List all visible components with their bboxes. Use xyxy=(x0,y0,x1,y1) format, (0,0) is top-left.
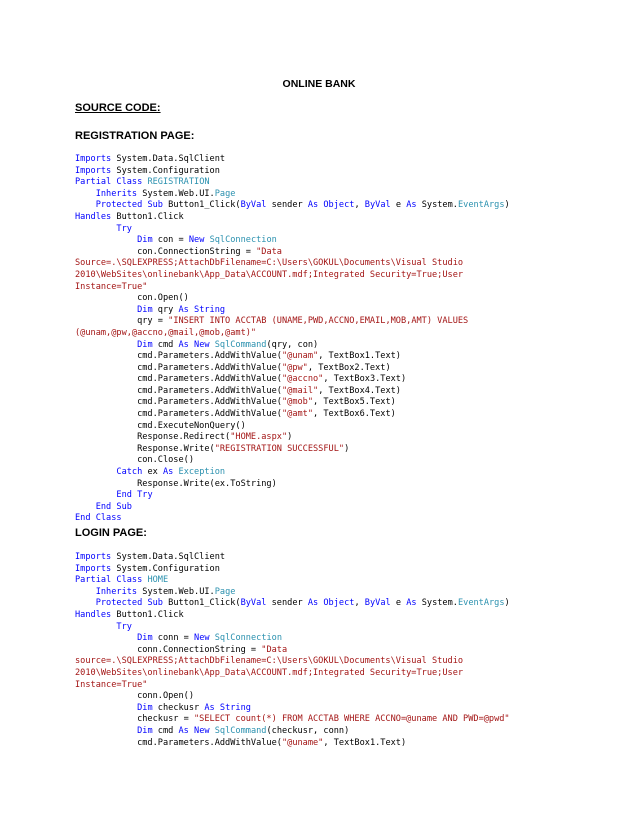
code-token: Catch xyxy=(116,467,143,478)
code-token: sender xyxy=(266,200,308,211)
code-line xyxy=(75,564,510,576)
code-token: , xyxy=(354,200,365,211)
code-token xyxy=(75,633,137,643)
code-token: sender xyxy=(266,598,308,609)
code-token: Imports xyxy=(75,165,112,176)
code-token: e xyxy=(390,598,407,609)
code-token: "@accno" xyxy=(281,374,324,385)
code-line xyxy=(75,479,510,491)
code-line xyxy=(75,328,510,340)
code-token: Instance=True" xyxy=(75,679,148,690)
code-token xyxy=(75,340,137,350)
code-line xyxy=(75,166,510,178)
code-token: Handles xyxy=(75,609,112,620)
code-line xyxy=(75,691,510,703)
code-line xyxy=(75,374,510,386)
code-token: Source=.\SQLEXPRESS;AttachDbFilename=C:\Users\GOKUL\Documents\Visual Studio xyxy=(75,258,464,269)
code-token: "@unam" xyxy=(281,351,319,362)
code-token: , TextBox4.Text) xyxy=(318,385,401,396)
code-token: , TextBox6.Text) xyxy=(313,409,396,420)
code-token: cmd.Parameters.AddWithValue( xyxy=(75,397,282,408)
code-token: con.Close() xyxy=(75,455,194,466)
code-token: Imports xyxy=(75,552,112,562)
code-line xyxy=(75,598,510,610)
code-token: checkusr = xyxy=(75,714,194,725)
code-line xyxy=(75,386,510,398)
code-token: Try xyxy=(116,621,132,632)
code-line xyxy=(75,316,510,328)
code-token: conn.Open() xyxy=(75,691,194,702)
code-line xyxy=(75,645,510,657)
code-line xyxy=(75,467,510,479)
code-token: ex xyxy=(142,467,163,478)
code-token: Page xyxy=(214,188,236,199)
code-token: ByVal xyxy=(364,200,391,211)
code-token: Protected Sub xyxy=(95,598,163,609)
code-token: "SELECT count(*) FROM ACCTAB WHERE ACCNO=@uname AND PWD=@pwd" xyxy=(194,714,510,725)
code-line xyxy=(75,703,510,715)
code-token: con.ConnectionString = xyxy=(75,246,257,257)
code-line xyxy=(75,633,510,645)
code-token: New xyxy=(194,633,210,644)
code-line xyxy=(75,513,510,525)
code-token: As New xyxy=(178,725,210,736)
login-heading: LOGIN PAGE: xyxy=(75,527,147,539)
registration-heading: REGISTRATION PAGE: xyxy=(75,130,195,142)
code-token: Dim xyxy=(137,304,153,315)
code-token: (@unam,@pw,@accno,@mail,@mob,@amt)" xyxy=(75,327,257,338)
code-token: As Object xyxy=(307,598,355,609)
code-line xyxy=(75,738,510,750)
code-token: "Data xyxy=(261,644,288,655)
code-token: Dim xyxy=(137,339,153,350)
code-token: qry xyxy=(152,304,179,315)
code-token: System. xyxy=(416,200,458,211)
code-line xyxy=(75,212,510,224)
code-token: Imports xyxy=(75,154,112,164)
code-token: Imports xyxy=(75,563,112,574)
code-token: e xyxy=(390,200,407,211)
code-token: SqlCommand xyxy=(214,339,267,350)
code-line xyxy=(75,575,510,587)
code-token: End Try xyxy=(116,490,153,501)
code-line xyxy=(75,258,510,270)
code-token: EventArgs xyxy=(457,598,505,609)
code-token: con.Open() xyxy=(75,293,189,304)
code-token: "REGISTRATION SUCCESSFUL" xyxy=(214,443,345,454)
source-code-heading: SOURCE CODE: xyxy=(75,102,161,114)
code-line xyxy=(75,363,510,375)
code-token xyxy=(75,622,116,632)
code-token: (qry, con) xyxy=(266,339,319,350)
code-token: Page xyxy=(214,586,236,597)
login-code-block xyxy=(75,552,510,749)
code-token: Button1_Click( xyxy=(162,200,241,211)
code-line xyxy=(75,680,510,692)
code-token: Dim xyxy=(137,702,153,713)
code-line xyxy=(75,668,510,680)
code-token: Response.Write(ex.ToString) xyxy=(75,478,277,489)
code-line xyxy=(75,189,510,201)
code-token: cmd xyxy=(152,339,179,350)
code-token: cmd.Parameters.AddWithValue( xyxy=(75,374,282,385)
code-token: ) xyxy=(504,200,510,211)
registration-code-block xyxy=(75,154,510,525)
code-token: Protected Sub xyxy=(95,200,163,211)
code-token: System.Web.UI. xyxy=(137,188,215,199)
code-token xyxy=(75,726,137,736)
code-token xyxy=(75,502,96,512)
code-token: System.Configuration xyxy=(111,165,220,176)
code-token: As xyxy=(162,467,174,478)
code-token: System.Data.SqlClient xyxy=(111,154,226,164)
code-token: , TextBox1.Text) xyxy=(323,737,407,748)
code-token: ByVal xyxy=(240,598,267,609)
code-line xyxy=(75,455,510,467)
page-title: ONLINE BANK xyxy=(282,78,356,90)
code-token: ) xyxy=(287,432,293,443)
code-token: Handles xyxy=(75,211,112,222)
code-token: Response.Redirect( xyxy=(75,432,231,443)
code-token: End Class xyxy=(75,513,122,524)
code-token xyxy=(75,224,116,234)
code-token: cmd.Parameters.AddWithValue( xyxy=(75,385,282,396)
code-line xyxy=(75,177,510,189)
code-token: HOME xyxy=(147,575,169,586)
code-token xyxy=(75,703,137,713)
code-line xyxy=(75,610,510,622)
code-token: Partial Class xyxy=(75,177,143,188)
code-token: Button1.Click xyxy=(111,609,184,620)
code-token: (checkusr, conn) xyxy=(266,725,350,736)
code-token: ) xyxy=(344,443,350,454)
code-token xyxy=(75,587,96,597)
code-token: System.Web.UI. xyxy=(137,586,215,597)
code-token: Inherits xyxy=(95,586,138,597)
code-line xyxy=(75,293,510,305)
code-line xyxy=(75,154,510,166)
code-token: Button1.Click xyxy=(111,211,184,222)
code-token: As xyxy=(406,598,417,609)
code-token: ByVal xyxy=(364,598,391,609)
code-token: As String xyxy=(204,702,251,713)
code-token xyxy=(75,598,96,608)
code-token: System.Configuration xyxy=(111,563,220,574)
code-token: Partial Class xyxy=(75,575,143,586)
code-token: REGISTRATION xyxy=(147,177,210,188)
code-token xyxy=(75,189,96,199)
code-token: 2010\WebSites\onlinebank\App_Data\ACCOUNT.mdf;Integrated Security=True;User xyxy=(75,667,464,678)
code-token: New xyxy=(188,235,205,246)
code-line xyxy=(75,490,510,502)
code-line xyxy=(75,714,510,726)
code-line xyxy=(75,622,510,634)
code-token xyxy=(75,490,116,500)
code-token: SqlConnection xyxy=(209,235,277,246)
code-token: "@amt" xyxy=(281,409,314,420)
code-token: , TextBox2.Text) xyxy=(307,362,391,373)
code-token: "INSERT INTO ACCTAB (UNAME,PWD,ACCNO,EMAIL,MOB,AMT) VALUES xyxy=(168,316,469,327)
code-token: "Data xyxy=(256,246,282,257)
code-line xyxy=(75,432,510,444)
code-token: As xyxy=(406,200,417,211)
code-token: conn = xyxy=(152,633,195,644)
code-token: Button1_Click( xyxy=(162,598,241,609)
code-token: Response.Write( xyxy=(75,443,215,454)
code-token: "HOME.aspx" xyxy=(230,432,288,443)
code-token: Dim xyxy=(137,235,153,246)
code-token: As String xyxy=(178,304,226,315)
code-line xyxy=(75,552,510,564)
code-token: , TextBox5.Text) xyxy=(313,397,396,408)
code-line xyxy=(75,224,510,236)
code-token: conn.ConnectionString = xyxy=(75,644,262,655)
code-token: As Object xyxy=(307,200,355,211)
code-token: Inherits xyxy=(95,188,138,199)
code-token: SqlConnection xyxy=(214,633,283,644)
code-token: Exception xyxy=(178,467,226,478)
code-token: con = xyxy=(152,235,189,246)
code-token: As New xyxy=(178,339,210,350)
code-token: source=.\SQLEXPRESS;AttachDbFilename=C:\Users\GOKUL\Documents\Visual Studio xyxy=(75,656,464,667)
code-token: End Sub xyxy=(95,501,132,512)
code-token xyxy=(75,200,96,210)
code-line xyxy=(75,502,510,514)
code-line xyxy=(75,351,510,363)
code-token: cmd.ExecuteNonQuery() xyxy=(75,420,246,431)
code-token: cmd xyxy=(152,725,179,736)
code-line xyxy=(75,421,510,433)
code-token: , TextBox1.Text) xyxy=(318,351,401,362)
code-line xyxy=(75,397,510,409)
code-token: Instance=True" xyxy=(75,281,148,292)
code-token: Dim xyxy=(137,633,153,644)
code-token: "@uname" xyxy=(281,737,324,748)
code-line xyxy=(75,282,510,294)
code-line xyxy=(75,247,510,259)
code-token: "@pw" xyxy=(281,362,308,373)
code-line xyxy=(75,656,510,668)
code-token: ) xyxy=(504,598,510,609)
code-line xyxy=(75,409,510,421)
code-line xyxy=(75,587,510,599)
code-token: cmd.Parameters.AddWithValue( xyxy=(75,737,282,748)
code-line xyxy=(75,305,510,317)
code-token xyxy=(75,305,137,315)
code-token: SqlCommand xyxy=(214,725,267,736)
code-line xyxy=(75,200,510,212)
code-line xyxy=(75,726,510,738)
code-token: ByVal xyxy=(240,200,267,211)
code-token: EventArgs xyxy=(457,200,505,211)
code-token: , TextBox3.Text) xyxy=(323,374,407,385)
code-token: "@mob" xyxy=(281,397,314,408)
code-line xyxy=(75,235,510,247)
code-token xyxy=(75,235,137,245)
code-line xyxy=(75,270,510,282)
code-token: cmd.Parameters.AddWithValue( xyxy=(75,409,282,420)
code-token: cmd.Parameters.AddWithValue( xyxy=(75,351,282,362)
code-token: 2010\WebSites\onlinebank\App_Data\ACCOUNT.mdf;Integrated Security=True;User xyxy=(75,269,464,280)
code-token: System. xyxy=(416,598,458,609)
code-token: "@mail" xyxy=(281,385,319,396)
code-token: Dim xyxy=(137,725,153,736)
code-token: cmd.Parameters.AddWithValue( xyxy=(75,362,282,373)
code-token: Try xyxy=(116,223,132,234)
code-token: , xyxy=(354,598,365,609)
code-token xyxy=(75,467,116,477)
code-line xyxy=(75,444,510,456)
code-token: qry = xyxy=(75,316,169,327)
code-token: System.Data.SqlClient xyxy=(111,552,226,562)
code-token: checkusr xyxy=(152,702,205,713)
code-line xyxy=(75,340,510,352)
